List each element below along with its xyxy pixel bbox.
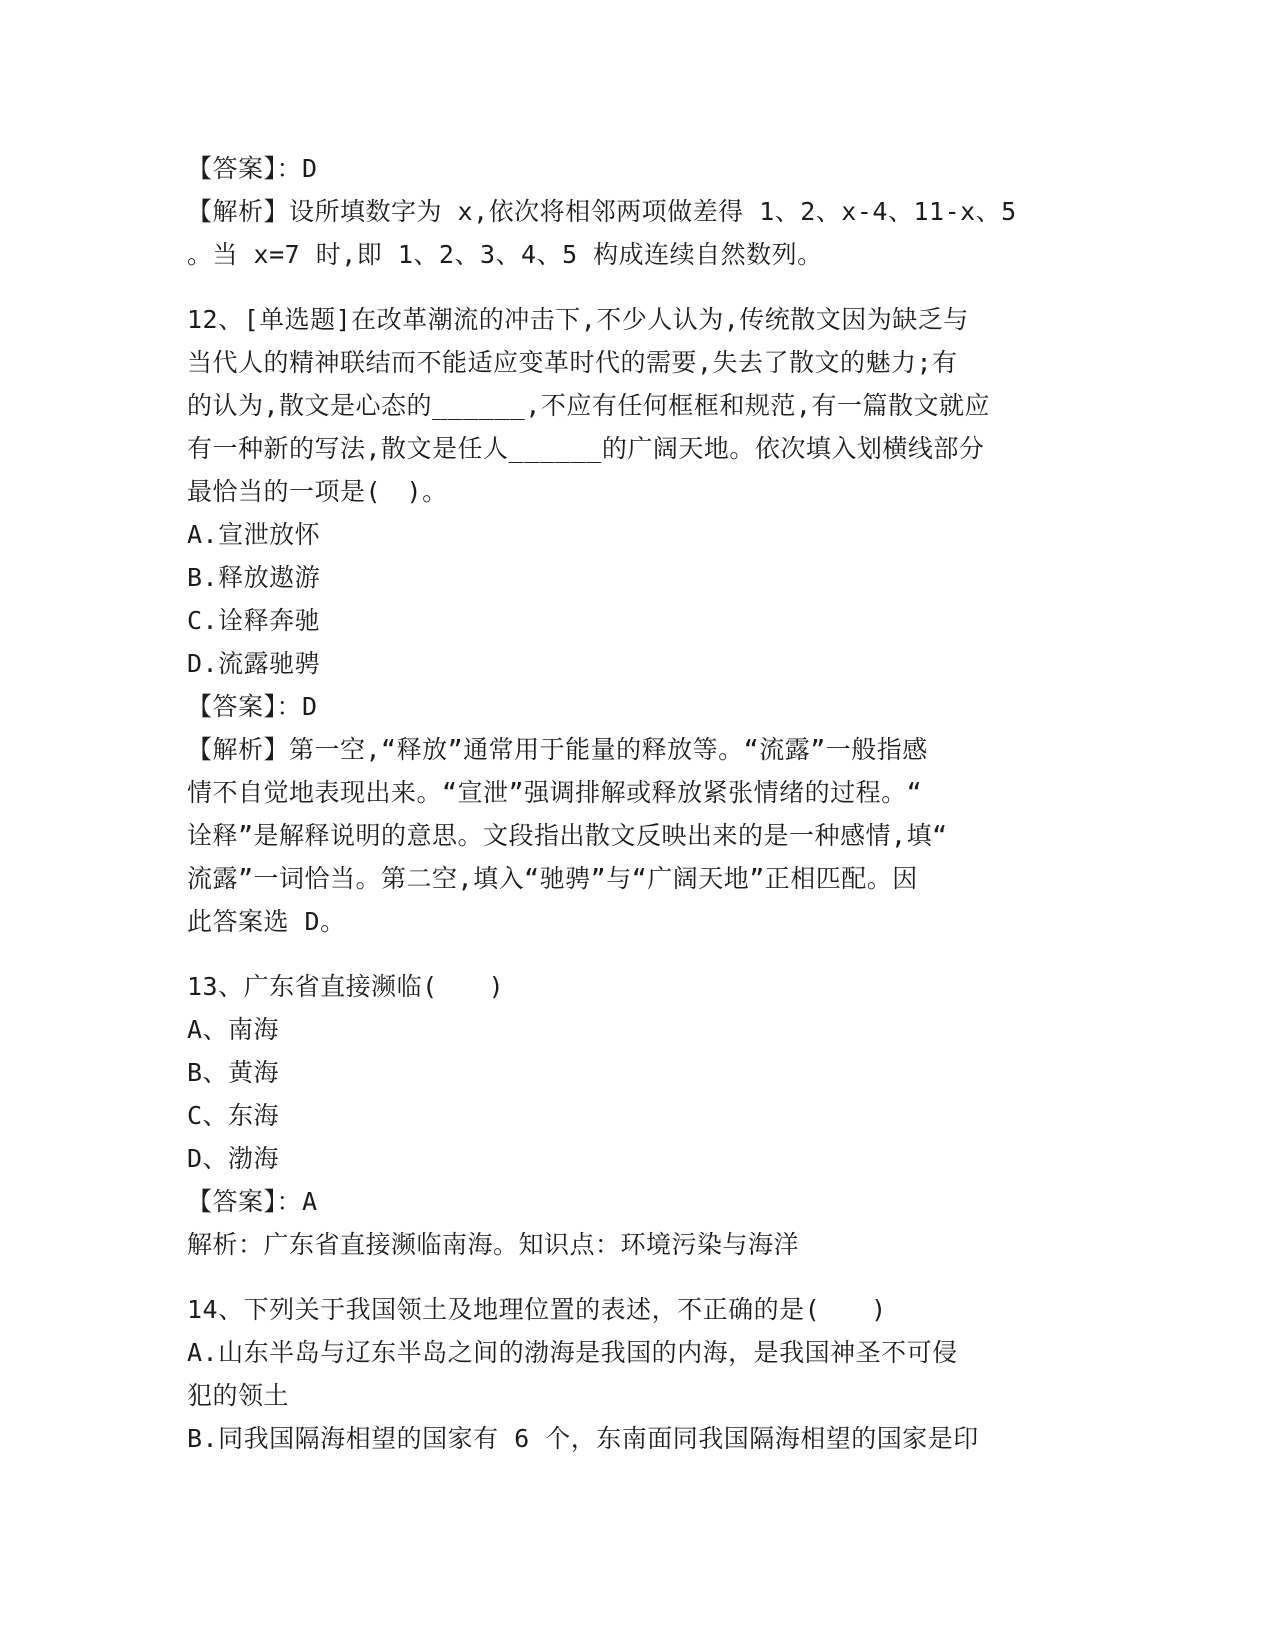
q11-analysis-line-1: 【解析】设所填数字为 x,依次将相邻两项做差得 1、2、x-4、11-x、5	[187, 197, 1017, 226]
q12-stem-line-2: 当代人的精神联结而不能适应变革时代的需要,失去了散文的魅力;有	[187, 348, 958, 377]
q14-stem: 14、下列关于我国领土及地理位置的表述，不正确的是( )	[187, 1295, 887, 1324]
q12-option-a: A.宣泄放怀	[187, 520, 321, 549]
q13-option-d: D、渤海	[187, 1144, 280, 1173]
q13-stem: 13、广东省直接濒临( )	[187, 972, 505, 1001]
q12-stem-line-4: 有一种新的写法,散文是任人______的广阔天地。依次填入划横线部分	[187, 434, 985, 463]
q12-option-d: D.流露驰骋	[187, 649, 321, 678]
q12-stem-line-3: 的认为,散文是心态的______,不应有任何框框和规范,有一篇散文就应	[187, 391, 990, 420]
q14-option-b: B.同我国隔海相望的国家有 6 个，东南面同我国隔海相望的国家是印	[187, 1424, 979, 1453]
q11-answer: 【答案】：D	[187, 154, 318, 183]
q12-analysis-line-2: 情不自觉地表现出来。“宣泄”强调排解或释放紧张情绪的过程。“	[187, 778, 923, 807]
q13-analysis: 解析：广东省直接濒临南海。知识点：环境污染与海洋	[187, 1230, 800, 1259]
q12-stem-line-5: 最恰当的一项是( )。	[187, 477, 448, 506]
q14-option-a-line-1: A.山东半岛与辽东半岛之间的渤海是我国的内海，是我国神圣不可侵	[187, 1338, 958, 1367]
q12-option-c: C.诠释奔驰	[187, 606, 321, 635]
q12-analysis-line-4: 流露”一词恰当。第二空,填入“驰骋”与“广阔天地”正相匹配。因	[187, 864, 918, 893]
q12-stem-line-1: 12、[单选题]在改革潮流的冲击下,不少人认为,传统散文因为缺乏与	[187, 305, 969, 334]
q13-option-b: B、黄海	[187, 1058, 280, 1087]
q12-option-b: B.释放遨游	[187, 563, 321, 592]
q11-analysis-line-2: 。当 x=7 时,即 1、2、3、4、5 构成连续自然数列。	[187, 240, 823, 269]
q12-analysis-line-5: 此答案选 D。	[187, 907, 346, 936]
q13-option-a: A、南海	[187, 1015, 280, 1044]
q12-answer: 【答案】：D	[187, 692, 318, 721]
document-body	[187, 147, 1077, 1460]
q12-analysis-line-1: 【解析】第一空,“释放”通常用于能量的释放等。“流露”一般指感	[187, 735, 928, 764]
q13-answer: 【答案】：A	[187, 1187, 318, 1216]
q14-option-a-line-2: 犯的领土	[187, 1381, 290, 1410]
q12-analysis-line-3: 诠释”是解释说明的意思。文段指出散文反映出来的是一种感情,填“	[187, 821, 948, 850]
q13-option-c: C、东海	[187, 1101, 280, 1130]
